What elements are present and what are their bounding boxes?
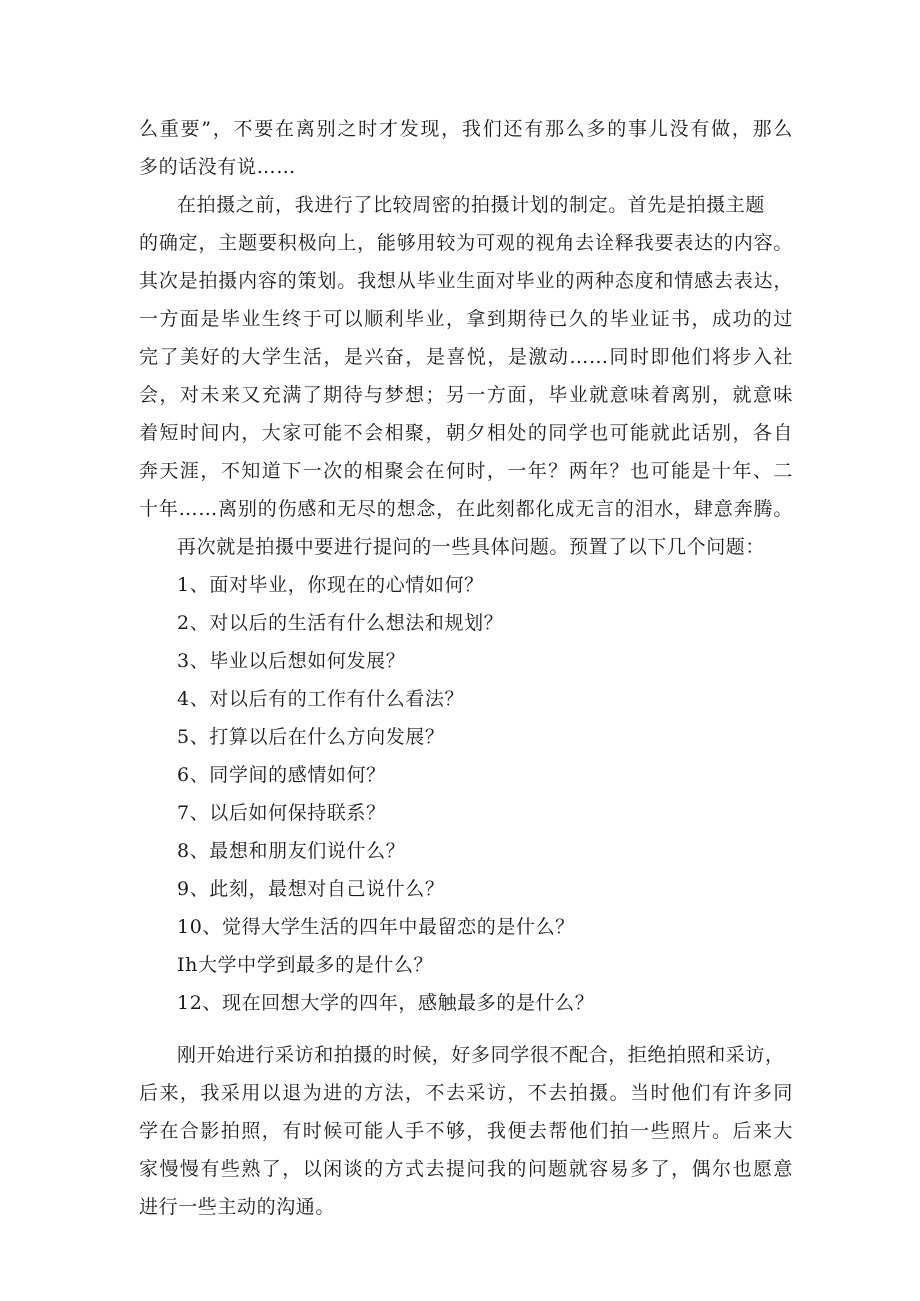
paragraph-2-line-2: 的确定，主题要积极向上，能够用较为可观的视角去诠释我要表达的内容。: [139, 232, 793, 254]
question-item: 5、打算以后在什么方向发展？: [177, 726, 445, 748]
paragraph-4-line-2: 后来，我采用以退为进的方法，不去采访，不去拍摄。当时他们有许多同: [139, 1082, 793, 1104]
paragraph-1-line-2: 多的话没有说……: [139, 156, 296, 178]
paragraph-4-line-1: 刚开始进行采访和拍摄的时候，好多同学很不配合，拒绝拍照和采访，: [177, 1044, 785, 1066]
question-item: 6、同学间的感情如何？: [177, 764, 386, 786]
paragraph-2-line-7: 着短时间内，大家可能不会相聚，朝夕相处的同学也可能就此话别，各自: [139, 422, 793, 444]
question-item: 9、此刻，最想对自己说什么？: [177, 878, 445, 900]
paragraph-2-line-8: 奔天涯，不知道下一次的相聚会在何时，一年？两年？也可能是十年、二: [139, 460, 793, 482]
question-item: 3、毕业以后想如何发展？: [177, 650, 406, 672]
paragraph-2-line-6: 会，对未来又充满了期待与梦想；另一方面，毕业就意味着离别，就意味: [139, 384, 793, 406]
paragraph-1-line-1: 么重要”，不要在离别之时才发现，我们还有那么多的事儿没有做，那么: [139, 118, 793, 140]
paragraph-2-line-4: 一方面是毕业生终于可以顺利毕业，拿到期待已久的毕业证书，成功的过: [139, 308, 793, 330]
question-item: 4、对以后有的工作有什么看法？: [177, 688, 465, 710]
paragraph-4-line-4: 家慢慢有些熟了，以闲谈的方式去提问我的问题就容易多了，偶尔也愿意: [139, 1158, 793, 1180]
paragraph-2-line-1: 在拍摄之前，我进行了比较周密的拍摄计划的制定。首先是拍摄主题: [177, 194, 766, 216]
paragraph-3: 再次就是拍摄中要进行提问的一些具体问题。预置了以下几个问题：: [177, 536, 766, 558]
paragraph-2-line-5: 完了美好的大学生活，是兴奋，是喜悦，是激动……同时即他们将步入社: [139, 346, 793, 368]
question-item: 1、面对毕业，你现在的心情如何？: [177, 574, 484, 596]
question-item: 2、对以后的生活有什么想法和规划？: [177, 612, 504, 634]
paragraph-2-line-3: 其次是拍摄内容的策划。我想从毕业生面对毕业的两种态度和情感去表达，: [139, 270, 793, 292]
question-item: Ih大学中学到最多的是什么？: [177, 954, 434, 976]
question-item: 8、最想和朋友们说什么？: [177, 840, 406, 862]
paragraph-2-line-9: 十年……离别的伤感和无尽的想念，在此刻都化成无言的泪水，肆意奔腾。: [139, 498, 793, 520]
question-item: 12、现在回想大学的四年，感触最多的是什么？: [177, 992, 595, 1014]
question-item: 10、觉得大学生活的四年中最留恋的是什么？: [177, 916, 575, 938]
question-item: 7、以后如何保持联系？: [177, 802, 386, 824]
paragraph-4-line-5: 进行一些主动的沟通。: [139, 1196, 336, 1218]
paragraph-4-line-3: 学在合影拍照，有时候可能人手不够，我便去帮他们拍一些照片。后来大: [139, 1120, 793, 1142]
